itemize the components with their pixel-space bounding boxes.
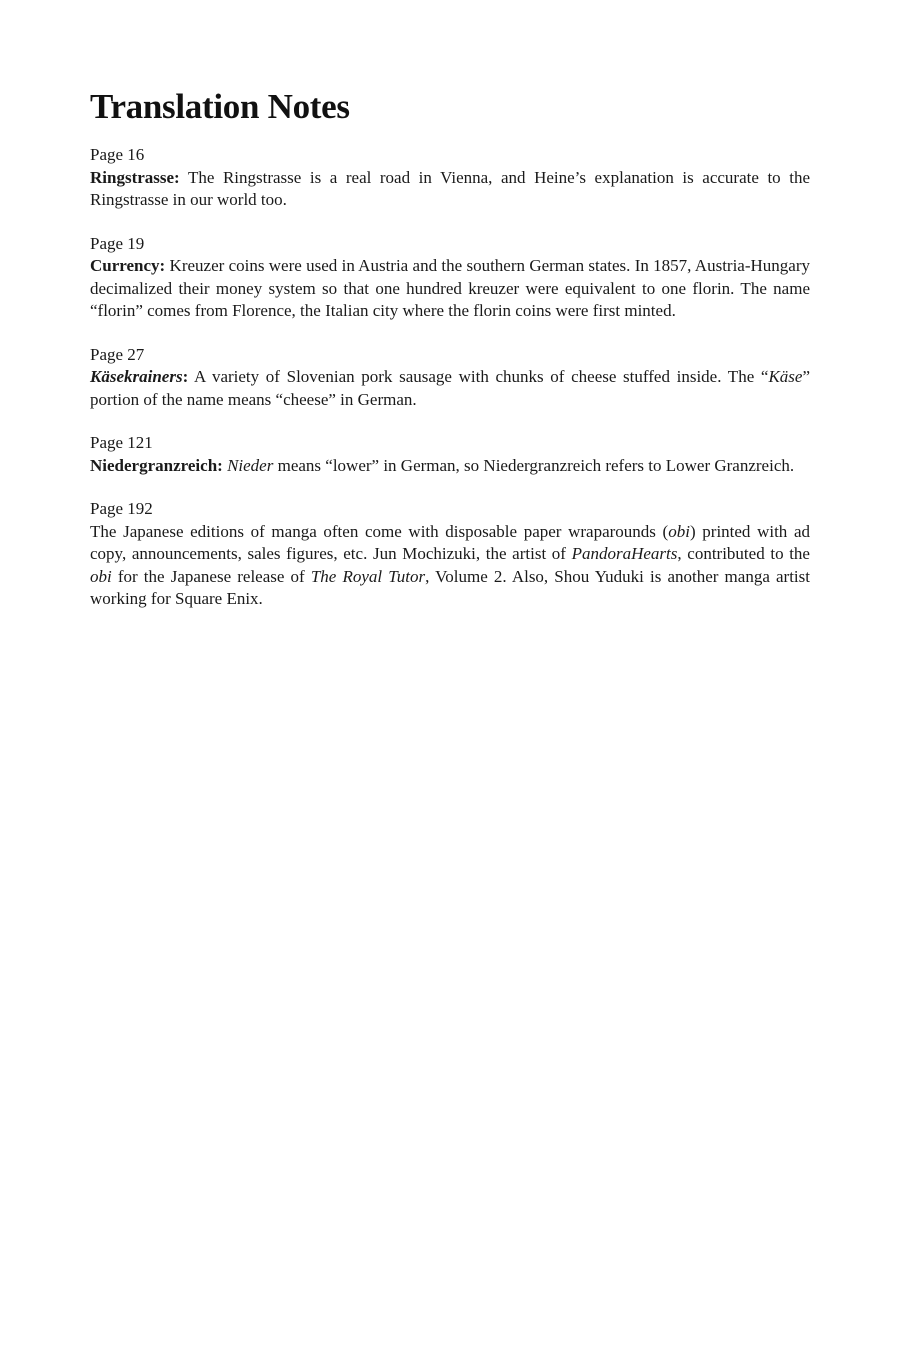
note-text: ” portion of the name means “cheese” in German. bbox=[90, 367, 810, 409]
note-text: ) printed with ad copy, announcements, sales figures, etc. Jun Mochizuki, the artist of bbox=[90, 521, 810, 563]
note-text: means “lower” in German, so Niedergranzreich refers to Lower Granzreich. bbox=[273, 455, 795, 475]
note-term-suffix: : bbox=[182, 367, 189, 386]
note-body bbox=[90, 521, 810, 611]
translation-notes-page bbox=[90, 86, 810, 632]
note-term: Käsekrainers bbox=[90, 367, 183, 386]
note-text: , Volume 2. Also, Shou Yuduki is another manga artist working for Square Enix. bbox=[90, 566, 810, 608]
page-title: Translation Notes bbox=[90, 87, 350, 126]
note-page-ref: Page 27 bbox=[90, 344, 145, 364]
note-page-27 bbox=[90, 344, 810, 412]
note-text: The Ringstrasse is a real road in Vienna, and Heine’s explanation is accurate to the Ringstrasse in our world too. bbox=[90, 167, 810, 209]
note-page-ref: Page 192 bbox=[90, 499, 153, 518]
note-text-italic: Nieder bbox=[227, 455, 274, 475]
note-term: Ringstrasse: bbox=[90, 167, 180, 187]
note-body bbox=[90, 167, 810, 212]
note-text-italic: obi bbox=[668, 521, 690, 541]
note-text-italic: PandoraHearts bbox=[571, 544, 678, 563]
note-text-italic: Käse bbox=[768, 367, 803, 386]
note-text: , contributed to the bbox=[677, 544, 810, 563]
note-text: Kreuzer coins were used in Austria and the southern German states. In 1857, Austria-Hungary decimalized their money system so that one hundred kreuzer were equivalent to one florin. The name “florin” comes from Florence, the Italian city where the florin coins were first minted. bbox=[90, 256, 810, 320]
note-body bbox=[90, 366, 810, 411]
note-body bbox=[90, 255, 810, 323]
note-page-19 bbox=[90, 233, 810, 323]
note-text: for the Japanese release of bbox=[111, 566, 311, 586]
note-page-ref: Page 121 bbox=[90, 433, 153, 452]
note-text: A variety of Slovenian pork sausage with chunks of cheese stuffed inside. The “ bbox=[188, 367, 769, 386]
note-body bbox=[90, 455, 810, 478]
note-page-121 bbox=[90, 432, 810, 477]
note-page-192 bbox=[90, 498, 810, 611]
note-text: The Japanese editions of manga often come with disposable paper wraparounds ( bbox=[90, 521, 669, 541]
note-term: Currency: bbox=[90, 256, 166, 275]
note-page-ref: Page 16 bbox=[90, 145, 145, 164]
note-term: Niedergranzreich: bbox=[90, 455, 223, 475]
note-page-16 bbox=[90, 144, 810, 212]
note-text-italic: obi bbox=[90, 566, 112, 586]
note-text-italic: The Royal Tutor bbox=[310, 566, 426, 586]
note-page-ref: Page 19 bbox=[90, 233, 145, 253]
